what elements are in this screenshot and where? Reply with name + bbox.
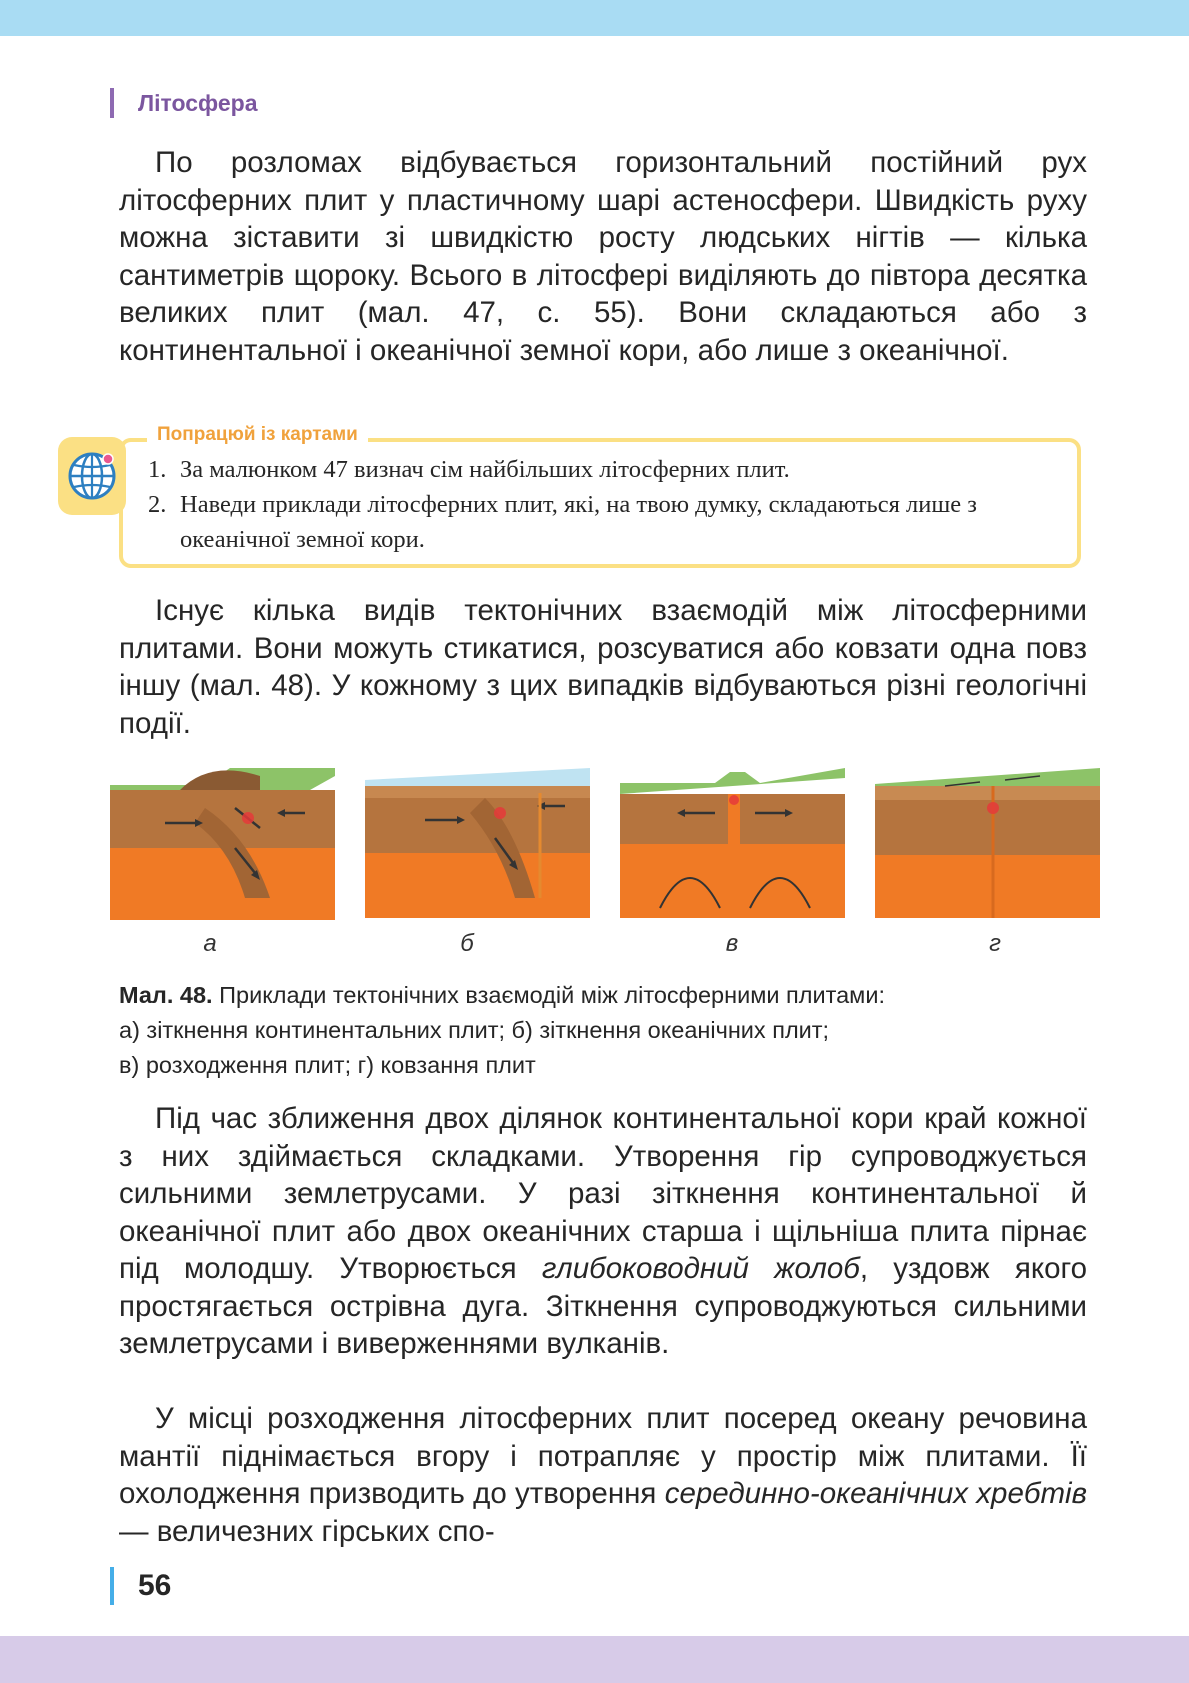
figure-tectonic-interactions [110,768,1090,968]
paragraph-divergence-text-a: У місці розходження літосферних плит посеред океану речовина мантії піднімається вгору і потрапляє у простір між плитами. Її охолодження призводить до утворення [119,1402,1087,1510]
task-item-text: За малюнком 47 визнач сім найбільших літосферних плит. [180,456,790,483]
diagram-plate-divergence [620,768,845,928]
caption-line-2: а) зіткнення континентальних плит; б) зіткнення океанічних плит; [119,1017,830,1043]
task-list [148,452,1048,557]
task-item [148,487,1048,557]
page-accent-bar [110,1567,114,1605]
page-footer [110,1566,171,1606]
paragraph-convergence-text-b: , уздовж якого простягається острівна дуга. Зіткнення супроводжуються сильними землетрусами і виверженнями вулканів. [119,1252,1087,1360]
figure-caption [119,978,1089,1083]
top-color-band [0,0,1189,36]
term-mid-ocean-ridges: серединно-океанічних хребтів [664,1477,1087,1510]
bottom-color-band [0,1636,1189,1683]
task-item-text: Наведи приклади літосферних плит, які, на твою думку, складаються лише з океанічної земної кори. [180,491,977,553]
paragraph-divergence-text-b: — величезних гірських спо- [119,1514,495,1548]
diagram-plate-sliding [875,768,1100,928]
paragraph-plate-motion: По розломах відбувається горизонтальний постійний рух літосферних плит у пластичному шарі астеносфери. Швидкість руху можна зіставити зі швидкістю росту людських нігтів — кілька сантиметрів щороку. Всього в літосфері виділяють до півтора десятка великих плит (мал. 47, с. 55). Вони складаються або з континентальної і океанічної земної кори, або лише з океанічної. [119,146,1087,367]
caption-figure-number: Мал. 48. [119,982,213,1008]
figure-label-c: в [725,930,739,957]
caption-line-3: в) розходження плит; г) ковзання плит [119,1052,536,1078]
paragraph-convergence-text-a: Під час зближення двох ділянок континентальної кори край кожної з них здіймається складками. Утворення гір супроводжується сильними землетрусами. У разі зіткнення континентальної й океанічної плит або двох океанічних старша і щільніша плита пірнає під молодшу. Утворюється [119,1102,1087,1285]
paragraph-convergence [119,1100,1087,1363]
task-item [148,452,1048,487]
task-item-number: 1. [148,456,167,483]
figure-label-b: б [460,930,474,957]
section-accent-bar [110,88,114,118]
figure-label-a: а [203,930,217,957]
paragraph-plate-interactions: Існує кілька видів тектонічних взаємодій між літосферними плитами. Вони можуть стикатися, розсуватися або ковзати одна повз іншу (мал. 48). У кожному з цих випадків відбуваються різні геологічні події. [119,594,1087,740]
diagram-oceanic-collision [365,768,590,928]
term-deep-trench: глибоководний жолоб [541,1252,860,1285]
caption-line-1: Приклади тектонічних взаємодій між літосферними плитами: [212,982,885,1008]
task-item-number: 2. [148,491,167,518]
diagram-continental-collision [110,768,335,928]
section-title: Літосфера [138,89,258,116]
page-number: 56 [138,1569,172,1602]
globe-icon [66,450,118,502]
paragraph-divergence [119,1400,1087,1550]
figure-label-d: г [989,930,1001,957]
task-badge [58,437,126,515]
task-title: Попрацюй із картами [147,424,368,446]
section-header [110,88,257,118]
